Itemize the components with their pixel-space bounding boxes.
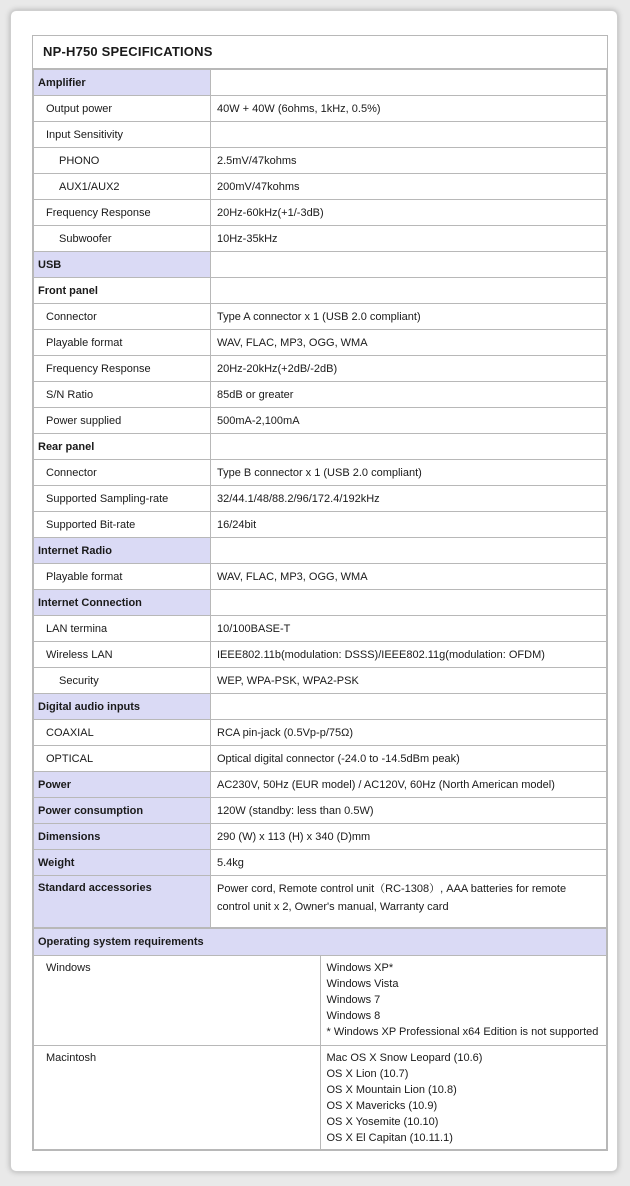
spec-label: Input Sensitivity: [34, 122, 211, 148]
spec-label: Power consumption: [34, 798, 211, 824]
spec-row: [34, 148, 607, 174]
spec-label: Standard accessories: [34, 876, 211, 928]
spec-row: [34, 642, 607, 668]
spec-row: [34, 876, 607, 928]
spec-row: [34, 434, 607, 460]
spec-value: 5.4kg: [211, 850, 607, 876]
spec-value: 200mV/47kohms: [211, 174, 607, 200]
spec-value: Optical digital connector (-24.0 to -14.5dBm peak): [211, 746, 607, 772]
spec-value: 500mA-2,100mA: [211, 408, 607, 434]
spec-value: 32/44.1/48/88.2/96/172.4/192kHz: [211, 486, 607, 512]
spec-label: Playable format: [34, 564, 211, 590]
spec-row: [34, 122, 607, 148]
spec-value: 16/24bit: [211, 512, 607, 538]
spec-row: [34, 408, 607, 434]
spec-row: [34, 356, 607, 382]
spec-value: 40W + 40W (6ohms, 1kHz, 0.5%): [211, 96, 607, 122]
spec-label: AUX1/AUX2: [34, 174, 211, 200]
spec-row: [34, 304, 607, 330]
spec-value: [211, 122, 607, 148]
spec-label: Dimensions: [34, 824, 211, 850]
spec-label: Power supplied: [34, 408, 211, 434]
spec-container: [32, 35, 608, 1151]
os-line: Windows 8: [326, 1010, 381, 1022]
spec-row: [34, 330, 607, 356]
spec-frame: [10, 10, 618, 1172]
spec-row: [34, 460, 607, 486]
os-line: OS X Mountain Lion (10.8): [326, 1084, 457, 1096]
spec-row: [34, 486, 607, 512]
spec-label: Supported Bit-rate: [34, 512, 211, 538]
spec-label: Weight: [34, 850, 211, 876]
os-note: * Windows XP Professional x64 Edition is not supported: [326, 1026, 599, 1038]
spec-label: LAN termina: [34, 616, 211, 642]
spec-row: [34, 564, 607, 590]
spec-value: IEEE802.11b(modulation: DSSS)/IEEE802.11g(modulation: OFDM): [211, 642, 607, 668]
spec-row: [34, 798, 607, 824]
spec-label: Supported Sampling-rate: [34, 486, 211, 512]
os-line: Windows Vista: [326, 978, 399, 990]
spec-value: 10/100BASE-T: [211, 616, 607, 642]
spec-value: 20Hz-20kHz(+2dB/-2dB): [211, 356, 607, 382]
os-line: Mac OS X Snow Leopard (10.6): [326, 1052, 483, 1064]
spec-value: [211, 278, 607, 304]
spec-table: [33, 69, 607, 928]
spec-row: [34, 824, 607, 850]
spec-value: [211, 694, 607, 720]
spec-label: USB: [34, 252, 211, 278]
os-line: OS X Yosemite (10.10): [326, 1116, 439, 1128]
spec-row: [34, 590, 607, 616]
spec-label: PHONO: [34, 148, 211, 174]
spec-row: [34, 278, 607, 304]
spec-label: Output power: [34, 96, 211, 122]
os-line: OS X El Capitan (10.11.1): [326, 1132, 453, 1144]
os-line: Windows 7: [326, 994, 381, 1006]
spec-label: Power: [34, 772, 211, 798]
spec-row: [34, 772, 607, 798]
spec-row: [34, 538, 607, 564]
spec-label: S/N Ratio: [34, 382, 211, 408]
os-label-macintosh: Macintosh: [34, 1046, 321, 1150]
os-header-row: [34, 929, 607, 956]
spec-row: [34, 616, 607, 642]
spec-row: [34, 174, 607, 200]
spec-value: AC230V, 50Hz (EUR model) / AC120V, 60Hz (North American model): [211, 772, 607, 798]
spec-row: [34, 720, 607, 746]
spec-label: Rear panel: [34, 434, 211, 460]
spec-value: WEP, WPA-PSK, WPA2-PSK: [211, 668, 607, 694]
os-row-windows: [34, 956, 607, 1046]
os-line: OS X Mavericks (10.9): [326, 1100, 438, 1112]
spec-value: 2.5mV/47kohms: [211, 148, 607, 174]
spec-row: [34, 694, 607, 720]
spec-row: [34, 226, 607, 252]
spec-label: Playable format: [34, 330, 211, 356]
os-row-macintosh: [34, 1046, 607, 1150]
spec-row: [34, 70, 607, 96]
spec-label: Frequency Response: [34, 200, 211, 226]
spec-value: [211, 70, 607, 96]
spec-row: [34, 668, 607, 694]
spec-value: 290 (W) x 113 (H) x 340 (D)mm: [211, 824, 607, 850]
spec-value: [211, 434, 607, 460]
spec-value: Type B connector x 1 (USB 2.0 compliant): [211, 460, 607, 486]
spec-label: Security: [34, 668, 211, 694]
spec-row: [34, 200, 607, 226]
spec-value: [211, 590, 607, 616]
os-value-windows: [320, 956, 607, 1046]
spec-value: 120W (standby: less than 0.5W): [211, 798, 607, 824]
spec-value: RCA pin-jack (0.5Vp-p/75Ω): [211, 720, 607, 746]
spec-row: [34, 746, 607, 772]
spec-row: [34, 252, 607, 278]
os-value-macintosh: [320, 1046, 607, 1150]
os-label-windows: Windows: [34, 956, 321, 1046]
spec-label: Frequency Response: [34, 356, 211, 382]
os-header: Operating system requirements: [34, 929, 607, 956]
spec-label: Wireless LAN: [34, 642, 211, 668]
spec-label: Digital audio inputs: [34, 694, 211, 720]
spec-label: Connector: [34, 304, 211, 330]
spec-value: 20Hz-60kHz(+1/-3dB): [211, 200, 607, 226]
spec-label: OPTICAL: [34, 746, 211, 772]
os-line: OS X Lion (10.7): [326, 1068, 409, 1080]
spec-label: Internet Connection: [34, 590, 211, 616]
spec-label: Connector: [34, 460, 211, 486]
spec-value: 10Hz-35kHz: [211, 226, 607, 252]
spec-value: WAV, FLAC, MP3, OGG, WMA: [211, 330, 607, 356]
spec-value: Type A connector x 1 (USB 2.0 compliant): [211, 304, 607, 330]
os-requirements-table: [33, 928, 607, 1150]
spec-row: [34, 850, 607, 876]
spec-value: [211, 252, 607, 278]
page-title: NP-H750 SPECIFICATIONS: [33, 36, 607, 69]
spec-row: [34, 382, 607, 408]
spec-label: COAXIAL: [34, 720, 211, 746]
spec-label: Front panel: [34, 278, 211, 304]
spec-label: Internet Radio: [34, 538, 211, 564]
spec-value: [211, 538, 607, 564]
spec-row: [34, 512, 607, 538]
spec-value: Power cord, Remote control unit（RC-1308）, AAA batteries for remote control unit x 2, Owner's manual, Warranty card: [211, 876, 607, 928]
os-line: Windows XP*: [326, 962, 394, 974]
spec-value: WAV, FLAC, MP3, OGG, WMA: [211, 564, 607, 590]
spec-value: 85dB or greater: [211, 382, 607, 408]
spec-row: [34, 96, 607, 122]
spec-label: Amplifier: [34, 70, 211, 96]
spec-label: Subwoofer: [34, 226, 211, 252]
